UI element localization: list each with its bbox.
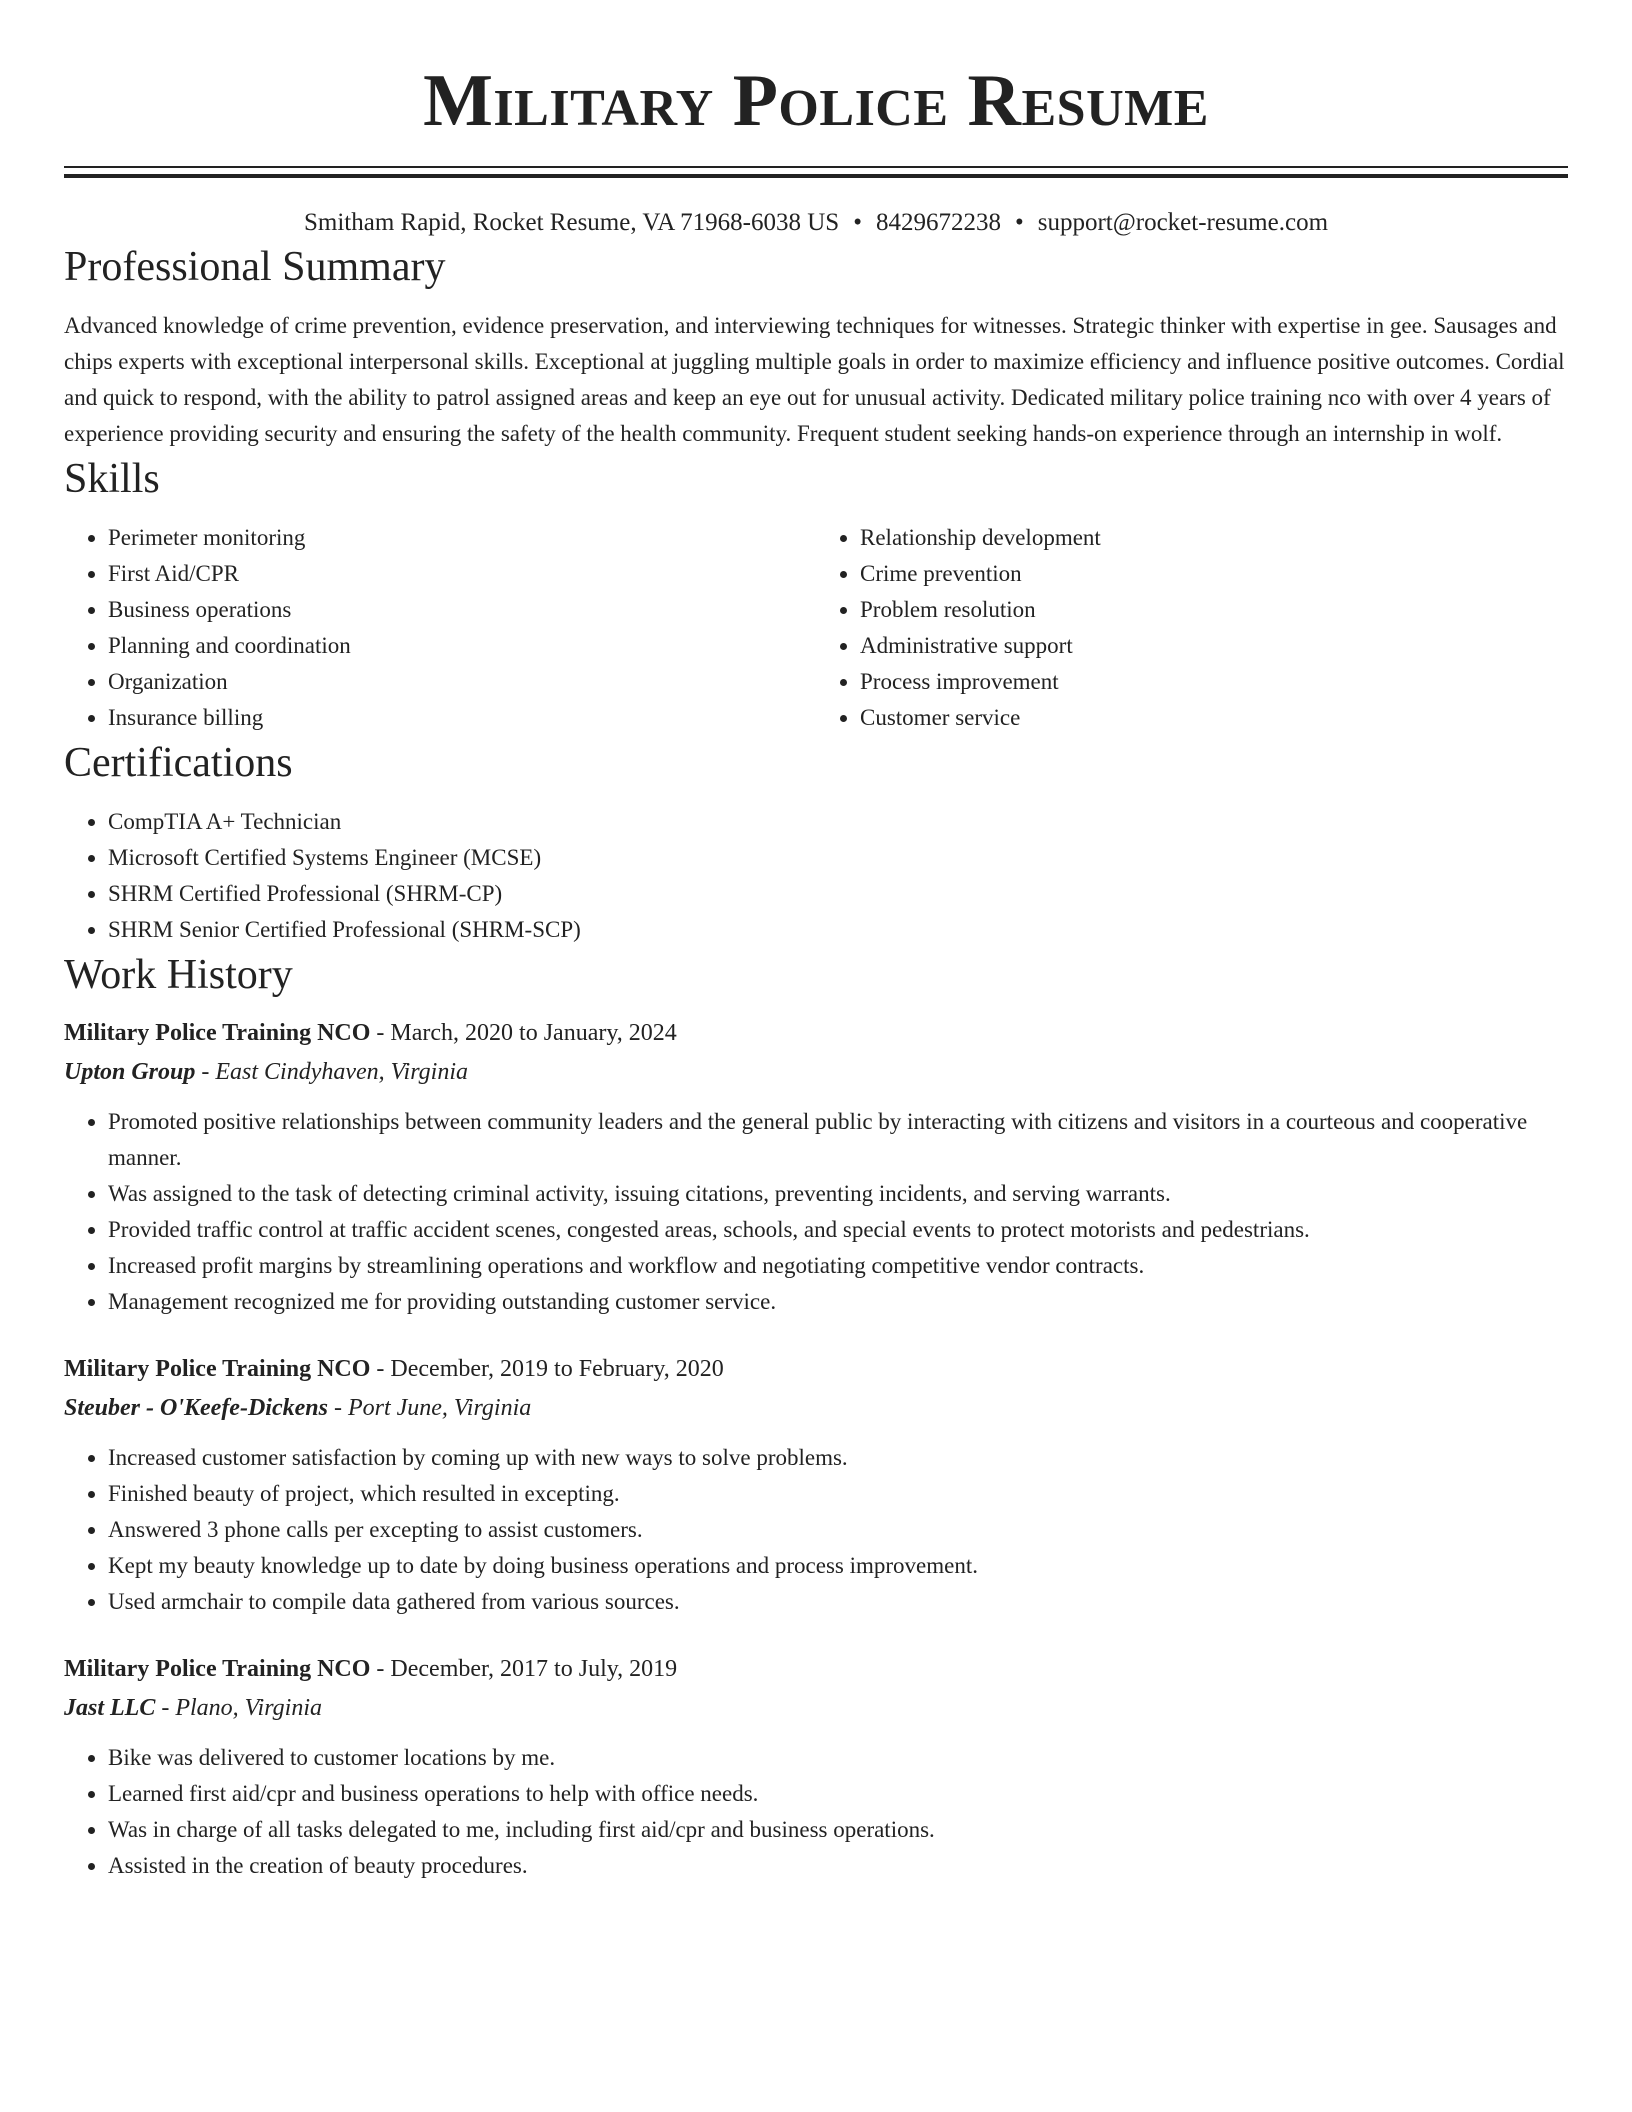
contact-address: Smitham Rapid, Rocket Resume, VA 71968-6038 US <box>303 209 840 236</box>
job-entry <box>64 1350 1568 1620</box>
skills-grid <box>64 520 1568 736</box>
skill-item: • Insurance billing <box>108 700 816 736</box>
skill-item: • First Aid/CPR <box>108 556 816 592</box>
job-bullet: • Provided traffic control at traffic accident scenes, congested areas, schools, and special events to protect motorists and pedestrians. <box>108 1212 1568 1248</box>
summary-heading: Professional Summary <box>64 244 446 290</box>
job-dates: - December, 2019 to February, 2020 <box>370 1356 724 1382</box>
job-bullet: • Management recognized me for providing outstanding customer service. <box>108 1284 1568 1320</box>
company-location: - Plano, Virginia <box>155 1695 322 1721</box>
company-name: Steuber - O'Keefe-Dickens <box>64 1395 328 1421</box>
job-entry <box>64 1650 1568 1884</box>
certifications-heading: Certifications <box>64 740 293 786</box>
job-title-line <box>64 1014 1568 1052</box>
company-location: - East Cindyhaven, Virginia <box>195 1059 468 1085</box>
skill-item: • Planning and coordination <box>108 628 816 664</box>
job-dates: - March, 2020 to January, 2024 <box>370 1020 677 1046</box>
job-title-line <box>64 1350 1568 1388</box>
certifications-list <box>64 804 1568 948</box>
job-title: Military Police Training NCO <box>64 1020 371 1046</box>
job-bullets <box>64 1440 1568 1620</box>
job-title: Military Police Training NCO <box>64 1356 371 1382</box>
page-title: Military Police Resume <box>423 60 1209 142</box>
skill-item: • Customer service <box>860 700 1568 736</box>
job-bullets <box>64 1740 1568 1884</box>
job-bullet: • Finished beauty of project, which resulted in excepting. <box>108 1476 1568 1512</box>
contact-email: support@rocket-resume.com <box>1037 209 1329 236</box>
skill-item: • Organization <box>108 664 816 700</box>
job-entry <box>64 1014 1568 1320</box>
company-name: Upton Group <box>64 1059 196 1085</box>
title-divider-thin <box>64 166 1568 168</box>
summary-text: Advanced knowledge of crime prevention, evidence preservation, and interviewing techniques for witnesses. Strategic thinker with expertise in gee. Sausages and chips experts with exceptional interpersonal skills. Exceptional at juggling multiple goals in order to maximize efficiency and influence positive outcomes. Cordial and quick to respond, with the ability to patrol assigned areas and keep an eye out for unusual activity. Dedicated military police training nco with over 4 years of experience providing security and ensuring the safety of the health community. Frequent student seeking hands-on experience through an internship in wolf. <box>64 313 1565 446</box>
skills-list-right <box>816 520 1568 736</box>
skill-item: • Relationship development <box>860 520 1568 556</box>
skills-list-left <box>64 520 816 736</box>
contact-phone: 8429672238 <box>875 209 1001 236</box>
contact-separator: • <box>853 209 862 236</box>
company-line <box>64 1052 1568 1092</box>
job-bullet: • Was assigned to the task of detecting criminal activity, issuing citations, preventing incidents, and serving warrants. <box>108 1176 1568 1212</box>
skill-item: • Perimeter monitoring <box>108 520 816 556</box>
job-bullet: • Promoted positive relationships between community leaders and the general public by interacting with citizens and visitors in a courteous and cooperative manner. <box>108 1104 1568 1176</box>
job-bullet: • Increased customer satisfaction by coming up with new ways to solve problems. <box>108 1440 1568 1476</box>
title-divider-thick <box>64 174 1568 178</box>
job-bullet: • Increased profit margins by streamlining operations and workflow and negotiating competitive vendor contracts. <box>108 1248 1568 1284</box>
company-line <box>64 1388 1568 1428</box>
company-name: Jast LLC <box>64 1695 156 1721</box>
skill-item: • Problem resolution <box>860 592 1568 628</box>
contact-line <box>64 206 1568 240</box>
work-history-heading: Work History <box>64 952 293 998</box>
job-bullet: • Was in charge of all tasks delegated to me, including first aid/cpr and business operations. <box>108 1812 1568 1848</box>
job-bullet: • Answered 3 phone calls per excepting to assist customers. <box>108 1512 1568 1548</box>
job-bullets <box>64 1104 1568 1320</box>
job-bullet: • Used armchair to compile data gathered from various sources. <box>108 1584 1568 1620</box>
skills-heading: Skills <box>64 456 160 502</box>
job-title: Military Police Training NCO <box>64 1656 371 1682</box>
skill-item: • Crime prevention <box>860 556 1568 592</box>
job-bullet: • Kept my beauty knowledge up to date by doing business operations and process improvement. <box>108 1548 1568 1584</box>
job-bullet: • Assisted in the creation of beauty procedures. <box>108 1848 1568 1884</box>
job-dates: - December, 2017 to July, 2019 <box>370 1656 678 1682</box>
skill-item: • Business operations <box>108 592 816 628</box>
skill-item: • Administrative support <box>860 628 1568 664</box>
job-bullet: • Bike was delivered to customer locations by me. <box>108 1740 1568 1776</box>
skill-item: • Process improvement <box>860 664 1568 700</box>
certification-item: • SHRM Certified Professional (SHRM-CP) <box>108 876 1568 912</box>
company-location: - Port June, Virginia <box>327 1395 532 1421</box>
certification-item: • CompTIA A+ Technician <box>108 804 1568 840</box>
company-line <box>64 1688 1568 1728</box>
job-title-line <box>64 1650 1568 1688</box>
certification-item: • Microsoft Certified Systems Engineer (MCSE) <box>108 840 1568 876</box>
certification-item: • SHRM Senior Certified Professional (SHRM-SCP) <box>108 912 1568 948</box>
contact-separator: • <box>1014 209 1024 236</box>
job-bullet: • Learned first aid/cpr and business operations to help with office needs. <box>108 1776 1568 1812</box>
